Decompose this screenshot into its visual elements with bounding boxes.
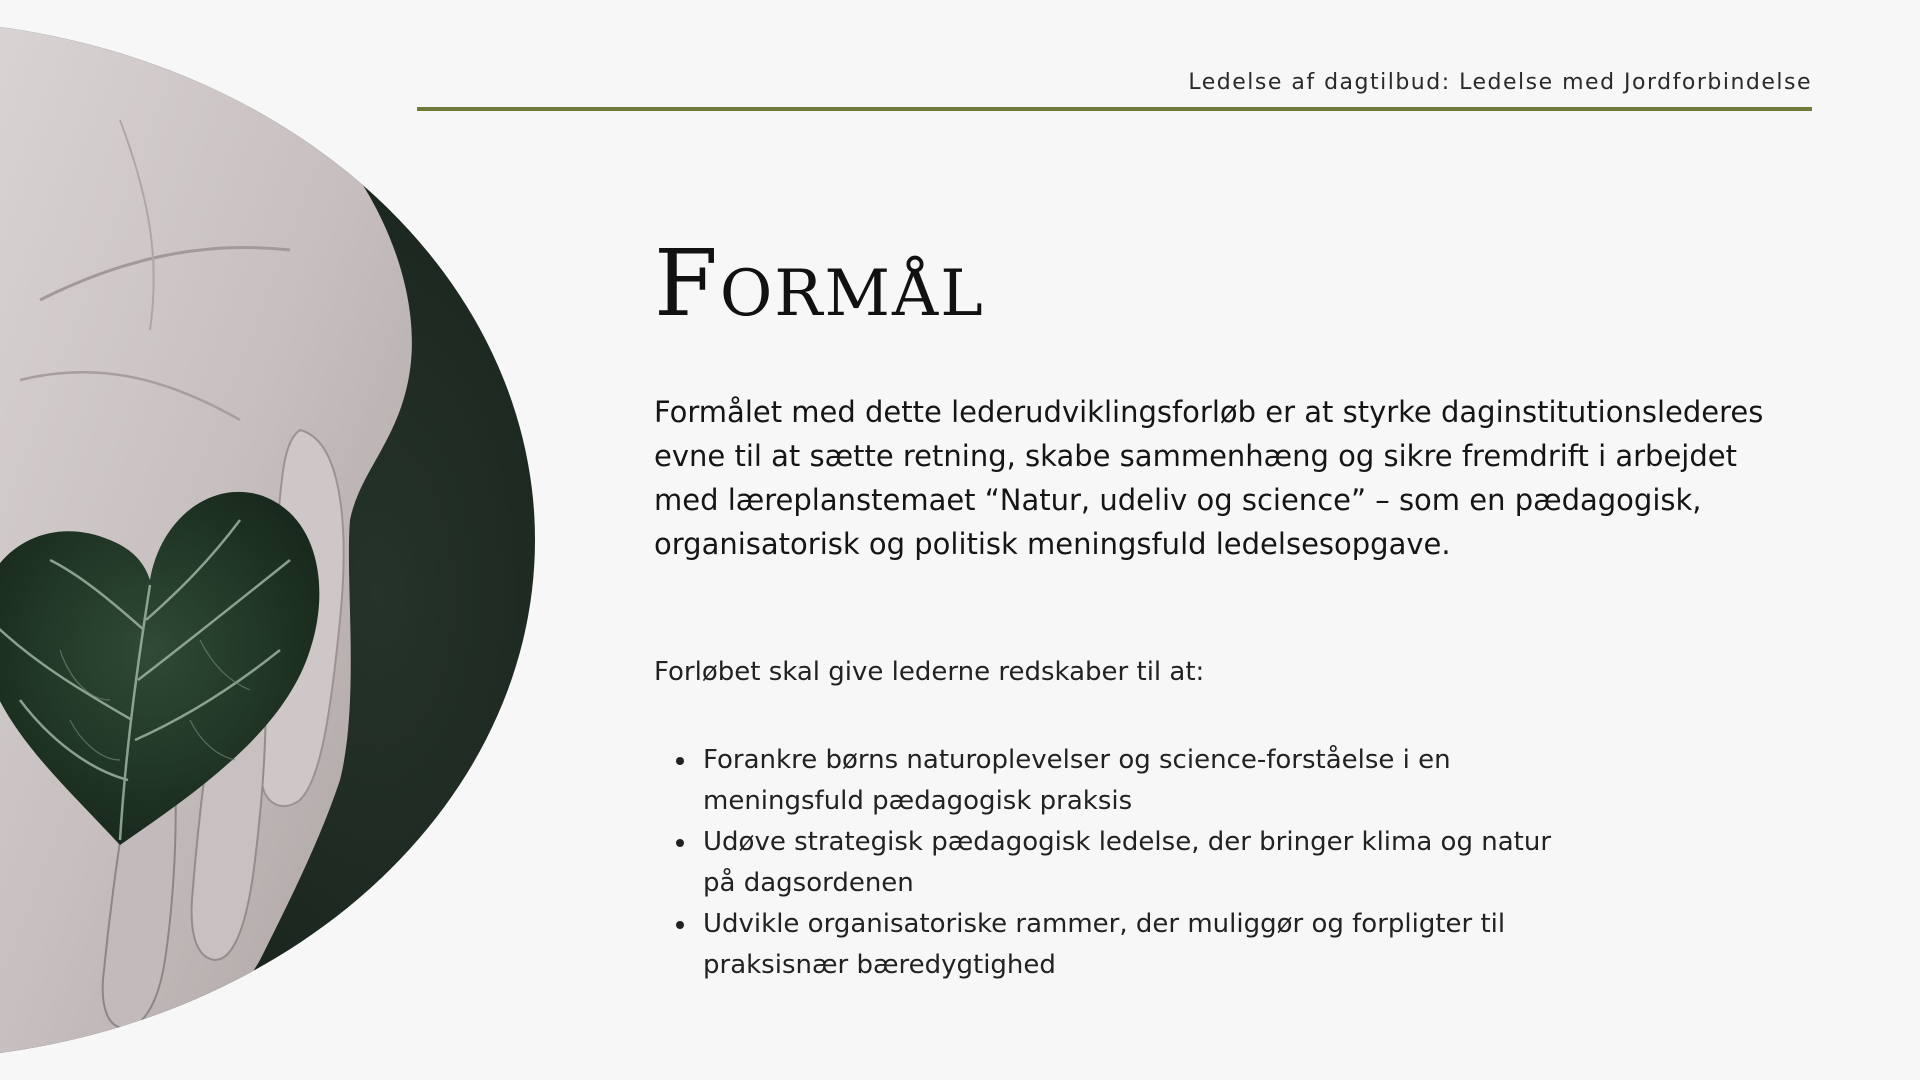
lead-paragraph: Formålet med dette lederudviklingsforløb er at styrke daginstitutionslederes evne til at sætte retning, skabe sammenhæng og sikre fremdrift i arbejdet med læreplanstemaet “Natur, udeliv og science” – som en pædagogisk, organisatorisk og politisk meningsfuld ledelsesopgave.	[654, 395, 1764, 561]
bullet-list	[654, 740, 1583, 986]
page-title: Formål	[654, 230, 985, 337]
list-item-text: Udøve strategisk pædagogisk ledelse, der bringer klima og natur på dagsordenen	[703, 827, 1552, 898]
bullet-icon	[676, 757, 684, 765]
header-text: Ledelse af dagtilbud: Ledelse med Jordforbindelse	[1188, 70, 1812, 95]
list-item-text: Forankre børns naturoplevelser og science-forståelse i en meningsfuld pædagogisk praksis	[703, 745, 1451, 816]
list-item	[703, 822, 1583, 904]
intro-text: Forløbet skal give lederne redskaber til at:	[654, 657, 1205, 687]
list-item	[703, 904, 1583, 986]
list-item-text: Udvikle organisatoriske rammer, der muliggør og forpligter til praksisnær bæredygtighed	[703, 909, 1506, 980]
list-item	[703, 740, 1583, 822]
bullet-icon	[676, 839, 684, 847]
header-divider	[417, 107, 1812, 111]
hand-holding-heart-leaf-image	[0, 0, 540, 1080]
bullet-icon	[676, 921, 684, 929]
